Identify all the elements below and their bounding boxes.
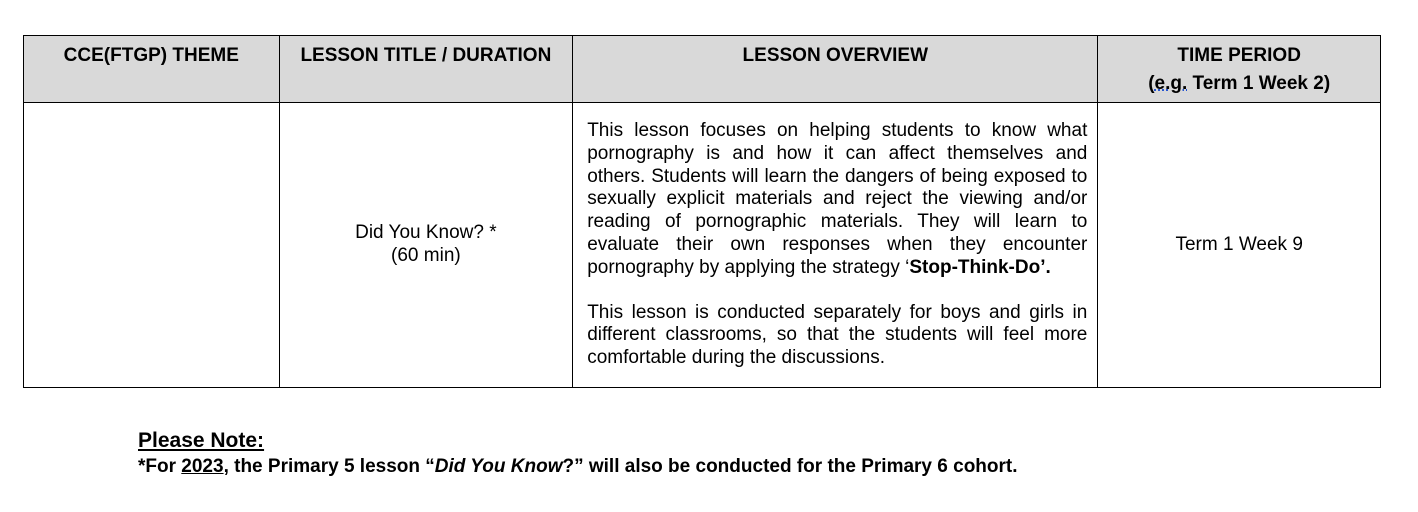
note-year: 2023 (181, 456, 224, 477)
lesson-table (23, 35, 1381, 388)
header-time-period-line1: TIME PERIOD (1177, 45, 1301, 66)
table-row (24, 103, 1381, 388)
cell-lesson-overview (573, 103, 1098, 388)
cell-lesson-title (279, 103, 573, 388)
cell-time-period: Term 1 Week 9 (1098, 103, 1381, 388)
header-time-period-line2: (e.g. Term 1 Week 2) (1148, 73, 1331, 94)
note-text: *For 2023, the Primary 5 lesson “Did You Know?” will also be conducted for the Primary 6 cohort. (138, 456, 1018, 477)
note-block (138, 428, 1018, 480)
header-time-period (1098, 36, 1381, 103)
lesson-title: Did You Know? * (355, 222, 497, 244)
overview-paragraph-2: This lesson is conducted separately for boys and girls in different classrooms, so that the students will feel more comfortable during the discussions. (587, 301, 1088, 369)
cell-theme (24, 103, 280, 388)
lesson-duration: (60 min) (391, 245, 461, 266)
header-lesson-overview: LESSON OVERVIEW (573, 36, 1098, 103)
note-lesson-name: Did You Know (434, 456, 563, 477)
header-theme: CCE(FTGP) THEME (24, 36, 280, 103)
header-lesson-title: LESSON TITLE / DURATION (279, 36, 573, 103)
overview-paragraph-1: This lesson focuses on helping students to know what pornography is and how it can affect themselves and others. Students will learn the dangers of being exposed to sexually explicit materials and reject the viewing and/or reading of pornographic materials. They will learn to evaluate their own responses when they encounter pornography by applying the strategy ‘Stop-Think-Do’. (587, 120, 1088, 278)
note-heading: Please Note: (138, 429, 265, 452)
header-eg: e.g. (1154, 73, 1188, 94)
table-header-row (24, 36, 1381, 103)
strategy-name: Stop-Think-Do’. (909, 256, 1051, 278)
